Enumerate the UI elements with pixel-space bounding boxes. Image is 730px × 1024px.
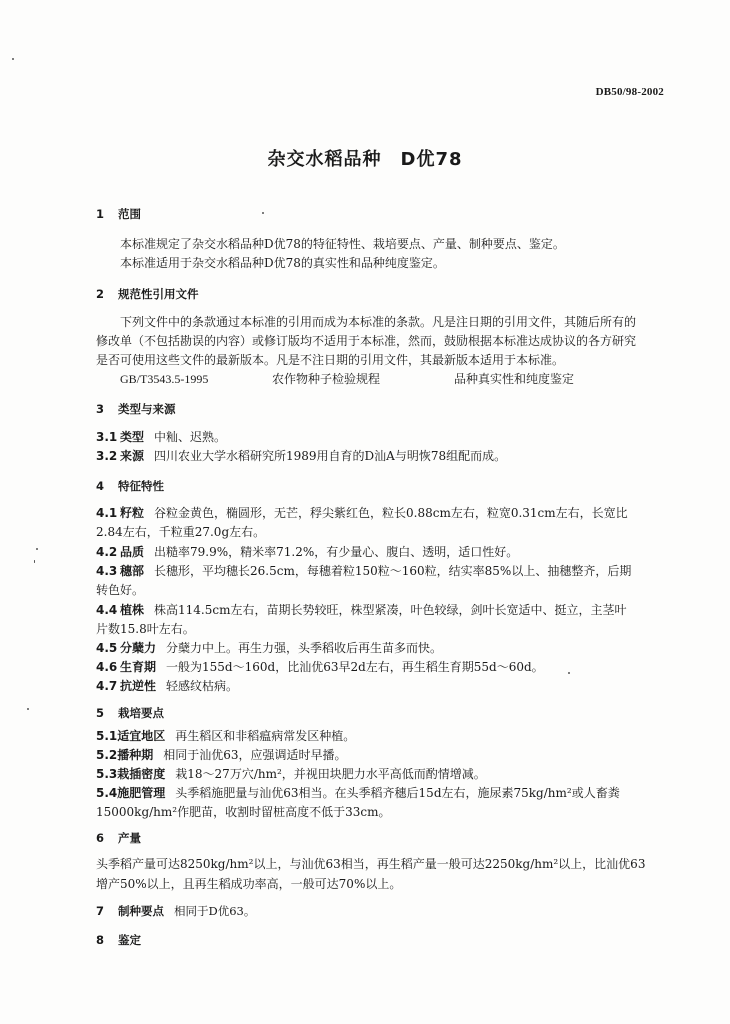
item-name: 来源 — [120, 449, 145, 463]
item-text: 头季稻施肥量与汕优63相当。在头季稻齐穗后15d左右，施尿素75kg/hm²或人畜粪 — [175, 786, 620, 800]
item-text: 再生稻区和非稻瘟病常发区种植。 — [175, 729, 356, 743]
item-text: 四川农业大学水稻研究所1989用自育的D汕A与明恢78组配而成。 — [154, 449, 507, 463]
item-number: 4.2 — [96, 545, 118, 559]
item-text: 相同于汕优63，应强调适时早播。 — [163, 748, 347, 762]
scan-speck — [568, 672, 570, 674]
item-text: 分蘖力中上。再生力强，头季稻收后再生苗多而快。 — [166, 641, 443, 655]
item-number: 5.1 — [96, 729, 118, 743]
section-7-text: 相同于D优63。 — [174, 904, 256, 918]
item-name: 穗部 — [120, 564, 145, 578]
item-text: 中籼、迟熟。 — [154, 430, 227, 444]
item-4-1 — [96, 505, 628, 521]
section-number: 3 — [96, 402, 105, 416]
reference-subtitle: 品种真实性和纯度鉴定 — [454, 372, 575, 386]
item-name: 分蘖力 — [120, 641, 157, 655]
section-title: 特征特性 — [118, 479, 164, 493]
item-number: 3.2 — [96, 449, 118, 463]
item-text: 栽18～27万穴/hm²，并视田块肥力水平高低而酌情增减。 — [175, 767, 486, 781]
item-name: 品质 — [120, 545, 145, 559]
section-6-heading — [96, 830, 141, 846]
item-name: 植株 — [120, 603, 145, 617]
section-5-heading — [96, 705, 164, 721]
item-4-3-continued: 转色好。 — [96, 583, 145, 597]
section-number: 6 — [96, 831, 105, 845]
item-text: 出糙率79.9%，精米率71.2%，有少量心、腹白、透明，适口性好。 — [154, 545, 519, 559]
item-name: 施肥管理 — [117, 786, 166, 800]
section-8-heading — [96, 932, 141, 948]
section-2-paragraph-line-3: 是否可使用这些文件的最新版本。凡是不注日期的引用文件，其最新版本适用于本标准。 — [96, 353, 565, 367]
item-name: 类型 — [120, 430, 145, 444]
scan-speck — [12, 58, 14, 60]
item-5-4-continued: 15000kg/hm²作肥苗，收割时留桩高度不低于33cm。 — [96, 805, 391, 819]
section-title: 栽培要点 — [118, 706, 164, 720]
item-5-2 — [96, 747, 347, 763]
item-4-5 — [96, 640, 442, 656]
item-number: 4.3 — [96, 564, 118, 578]
reference-title: 农作物种子检验规程 — [272, 372, 381, 386]
item-name: 播种期 — [117, 748, 154, 762]
item-number: 5.4 — [96, 786, 118, 800]
item-text: 轻感纹枯病。 — [166, 679, 239, 693]
section-2-heading — [96, 286, 199, 302]
reference-code: GB/T3543.5-1995 — [120, 372, 209, 386]
item-4-4-continued: 片数15.8叶左右。 — [96, 622, 195, 636]
item-name: 适宜地区 — [117, 729, 166, 743]
item-3-2 — [96, 448, 506, 464]
section-7-heading — [96, 903, 255, 919]
item-name: 籽粒 — [120, 506, 145, 520]
scan-speck — [27, 708, 29, 710]
scan-speck — [262, 212, 264, 214]
item-number: 4.1 — [96, 506, 118, 520]
section-title: 鉴定 — [118, 933, 141, 947]
document-code: DB50/98-2002 — [595, 86, 664, 98]
section-title: 类型与来源 — [118, 402, 176, 416]
section-number: 2 — [96, 287, 105, 301]
item-5-3 — [96, 766, 486, 782]
item-5-4 — [96, 785, 620, 801]
item-4-7 — [96, 678, 238, 694]
item-name: 生育期 — [120, 660, 157, 674]
section-number: 8 — [96, 933, 105, 947]
item-3-1 — [96, 429, 226, 445]
section-4-heading — [96, 478, 164, 494]
document-title: 杂交水稻品种 D优78 — [267, 149, 463, 170]
section-number: 7 — [96, 904, 105, 918]
scan-speck — [36, 548, 38, 550]
section-number: 4 — [96, 479, 105, 493]
section-2-paragraph-line-1: 下列文件中的条款通过本标准的引用而成为本标准的条款。凡是注日期的引用文件，其随后所有的 — [120, 315, 637, 329]
item-number: 4.5 — [96, 641, 118, 655]
item-4-1-continued: 2.84左右，千粒重27.0g左右。 — [96, 525, 266, 539]
section-1-paragraph-2: 本标准适用于杂交水稻品种D优78的真实性和品种纯度鉴定。 — [120, 256, 445, 270]
item-name: 栽插密度 — [117, 767, 166, 781]
item-5-1 — [96, 728, 355, 744]
section-title: 范围 — [118, 207, 141, 221]
normative-reference — [0, 371, 730, 387]
section-number: 5 — [96, 706, 105, 720]
item-text: 一般为155d～160d，比汕优63早2d左右，再生稻生育期55d～60d。 — [166, 660, 544, 674]
item-number: 4.6 — [96, 660, 118, 674]
item-text: 谷粒金黄色，椭圆形，无芒，稃尖紫红色，粒长0.88cm左右，粒宽0.31cm左右，长宽比 — [154, 506, 628, 520]
item-4-2 — [96, 544, 518, 560]
section-6-line-2: 增产50%以上，且再生稻成功率高，一般可达70%以上。 — [96, 877, 402, 891]
section-3-heading — [96, 401, 176, 417]
section-title: 规范性引用文件 — [118, 287, 199, 301]
item-number: 5.3 — [96, 767, 118, 781]
item-4-6 — [96, 659, 544, 675]
section-1-heading — [96, 206, 141, 222]
item-name: 抗逆性 — [120, 679, 157, 693]
section-number: 1 — [96, 207, 105, 221]
section-2-paragraph-line-2: 修改单（不包括勘误的内容）或修订版均不适用于本标准，然而，鼓励根据本标准达成协议的各方研究 — [96, 334, 637, 348]
item-4-3 — [96, 563, 631, 579]
item-number: 5.2 — [96, 748, 118, 762]
item-number: 4.4 — [96, 603, 118, 617]
item-4-4 — [96, 602, 626, 618]
item-number: 4.7 — [96, 679, 118, 693]
section-6-line-1: 头季稻产量可达8250kg/hm²以上，与汕优63相当，再生稻产量一般可达2250kg/hm²以上，比汕优63 — [96, 857, 646, 871]
scan-speck — [34, 560, 35, 563]
section-title: 制种要点 — [118, 904, 164, 918]
section-title: 产量 — [118, 831, 141, 845]
section-1-paragraph-1: 本标准规定了杂交水稻品种D优78的特征特性、栽培要点、产量、制种要点、鉴定。 — [120, 237, 565, 251]
item-number: 3.1 — [96, 430, 118, 444]
item-text: 长穗形，平均穗长26.5cm，每穗着粒150粒～160粒，结实率85%以上、抽穗整齐，后期 — [154, 564, 632, 578]
item-text: 株高114.5cm左右，苗期长势较旺，株型紧凑，叶色较绿，剑叶长宽适中、挺立，主茎叶 — [154, 603, 627, 617]
